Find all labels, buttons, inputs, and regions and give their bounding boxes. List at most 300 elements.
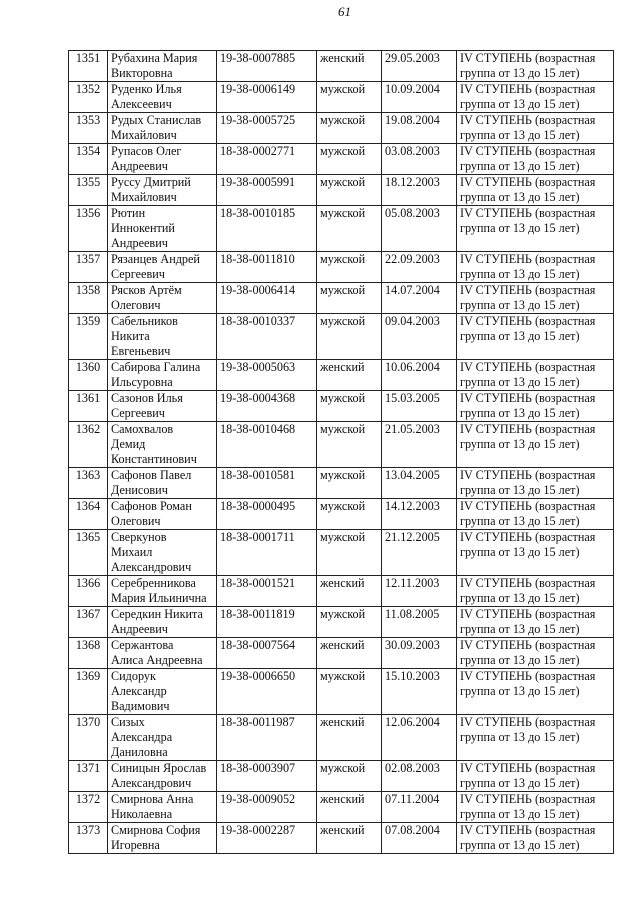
- table-row: [69, 576, 614, 607]
- level-group: IV СТУПЕНЬ (возрастная группа от 13 до 15 лет): [460, 530, 596, 559]
- uin-number: 18-38-0000495: [220, 499, 296, 513]
- row-number: 1355: [75, 175, 101, 189]
- birth-date: 13.04.2005: [385, 468, 440, 482]
- gender-cell: [317, 82, 382, 113]
- uin-cell: [217, 468, 317, 499]
- gender: мужской: [320, 206, 366, 220]
- row-number: 1363: [75, 468, 101, 482]
- gender-cell: [317, 715, 382, 761]
- row-number-cell: [69, 715, 108, 761]
- gender-cell: [317, 314, 382, 360]
- full-name-cell: [108, 51, 217, 82]
- level-cell: [457, 607, 614, 638]
- row-number-cell: [69, 638, 108, 669]
- table-row: [69, 761, 614, 792]
- table-row: [69, 792, 614, 823]
- gender: мужской: [320, 314, 366, 328]
- row-number-cell: [69, 499, 108, 530]
- full-name: Рудых Станислав Михайлович: [111, 113, 202, 142]
- birth-date-cell: [382, 113, 457, 144]
- gender-cell: [317, 391, 382, 422]
- full-name: Сафонов Роман Олегович: [111, 499, 192, 528]
- table-row: [69, 638, 614, 669]
- gender: мужской: [320, 175, 366, 189]
- level-group: IV СТУПЕНЬ (возрастная группа от 13 до 15 лет): [460, 82, 596, 111]
- uin-number: 18-38-0001521: [220, 576, 296, 590]
- birth-date: 12.06.2004: [385, 715, 440, 729]
- level-group: IV СТУПЕНЬ (возрастная группа от 13 до 15 лет): [460, 252, 596, 281]
- level-cell: [457, 823, 614, 854]
- uin-number: 18-38-0011810: [220, 252, 295, 266]
- birth-date-cell: [382, 144, 457, 175]
- table-row: [69, 82, 614, 113]
- level-cell: [457, 314, 614, 360]
- birth-date: 14.07.2004: [385, 283, 440, 297]
- table-row: [69, 252, 614, 283]
- full-name-cell: [108, 638, 217, 669]
- level-group: IV СТУПЕНЬ (возрастная группа от 13 до 15 лет): [460, 206, 596, 235]
- uin-number: 18-38-0010581: [220, 468, 296, 482]
- row-number: 1366: [75, 576, 101, 590]
- birth-date: 30.09.2003: [385, 638, 440, 652]
- level-cell: [457, 576, 614, 607]
- birth-date-cell: [382, 422, 457, 468]
- uin-number: 18-38-0002771: [220, 144, 296, 158]
- row-number-cell: [69, 761, 108, 792]
- full-name: Смирнова Анна Николаевна: [111, 792, 194, 821]
- gender-cell: [317, 823, 382, 854]
- uin-number: 19-38-0006650: [220, 669, 296, 683]
- full-name-cell: [108, 82, 217, 113]
- uin-cell: [217, 391, 317, 422]
- birth-date: 14.12.2003: [385, 499, 440, 513]
- row-number-cell: [69, 468, 108, 499]
- uin-number: 19-38-0006149: [220, 82, 296, 96]
- table-row: [69, 715, 614, 761]
- level-cell: [457, 175, 614, 206]
- full-name-cell: [108, 715, 217, 761]
- full-name-cell: [108, 499, 217, 530]
- full-name-cell: [108, 823, 217, 854]
- uin-cell: [217, 113, 317, 144]
- level-cell: [457, 252, 614, 283]
- row-number-cell: [69, 175, 108, 206]
- full-name: Руссу Дмитрий Михайлович: [111, 175, 191, 204]
- level-group: IV СТУПЕНЬ (возрастная группа от 13 до 15 лет): [460, 607, 596, 636]
- gender-cell: [317, 422, 382, 468]
- uin-cell: [217, 823, 317, 854]
- uin-number: 19-38-0002287: [220, 823, 296, 837]
- full-name-cell: [108, 144, 217, 175]
- uin-number: 19-38-0007885: [220, 51, 296, 65]
- row-number: 1367: [75, 607, 101, 621]
- level-cell: [457, 82, 614, 113]
- full-name-cell: [108, 761, 217, 792]
- gender-cell: [317, 761, 382, 792]
- row-number: 1353: [75, 113, 101, 127]
- uin-cell: [217, 82, 317, 113]
- row-number: 1372: [75, 792, 101, 806]
- row-number: 1351: [75, 51, 101, 65]
- full-name: Смирнова София Игоревна: [111, 823, 201, 852]
- full-name: Сабирова Галина Ильсуровна: [111, 360, 201, 389]
- row-number: 1356: [75, 206, 101, 220]
- gender: женский: [320, 51, 365, 65]
- birth-date-cell: [382, 761, 457, 792]
- birth-date-cell: [382, 206, 457, 252]
- uin-cell: [217, 499, 317, 530]
- level-group: IV СТУПЕНЬ (возрастная группа от 13 до 15 лет): [460, 360, 596, 389]
- row-number-cell: [69, 283, 108, 314]
- row-number: 1361: [75, 391, 101, 405]
- full-name: Сизых Александра Даниловна: [111, 715, 173, 759]
- level-group: IV СТУПЕНЬ (возрастная группа от 13 до 15 лет): [460, 314, 596, 343]
- level-cell: [457, 499, 614, 530]
- uin-cell: [217, 422, 317, 468]
- full-name: Рязанцев Андрей Сергеевич: [111, 252, 200, 281]
- uin-cell: [217, 607, 317, 638]
- uin-cell: [217, 669, 317, 715]
- row-number-cell: [69, 576, 108, 607]
- birth-date-cell: [382, 360, 457, 391]
- uin-number: 19-38-0009052: [220, 792, 296, 806]
- level-cell: [457, 51, 614, 82]
- uin-number: 18-38-0010337: [220, 314, 296, 328]
- full-name-cell: [108, 576, 217, 607]
- level-group: IV СТУПЕНЬ (возрастная группа от 13 до 15 лет): [460, 499, 596, 528]
- birth-date: 19.08.2004: [385, 113, 440, 127]
- full-name: Рясков Артём Олегович: [111, 283, 182, 312]
- full-name-cell: [108, 175, 217, 206]
- gender-cell: [317, 175, 382, 206]
- gender: женский: [320, 715, 365, 729]
- full-name: Руденко Илья Алексеевич: [111, 82, 182, 111]
- gender: мужской: [320, 669, 366, 683]
- birth-date-cell: [382, 314, 457, 360]
- full-name: Рупасов Олег Андреевич: [111, 144, 182, 173]
- birth-date: 02.08.2003: [385, 761, 440, 775]
- table-row: [69, 283, 614, 314]
- row-number: 1359: [75, 314, 101, 328]
- level-cell: [457, 761, 614, 792]
- gender-cell: [317, 360, 382, 391]
- gender: мужской: [320, 499, 366, 513]
- gender: мужской: [320, 422, 366, 436]
- uin-cell: [217, 715, 317, 761]
- gender: мужской: [320, 468, 366, 482]
- birth-date: 07.11.2004: [385, 792, 440, 806]
- gender: мужской: [320, 113, 366, 127]
- level-cell: [457, 360, 614, 391]
- gender-cell: [317, 113, 382, 144]
- uin-number: 18-38-0001711: [220, 530, 295, 544]
- row-number: 1370: [75, 715, 101, 729]
- uin-number: 19-38-0005063: [220, 360, 296, 374]
- uin-number: 19-38-0006414: [220, 283, 296, 297]
- full-name: Сверкунов Михаил Александрович: [111, 530, 192, 574]
- table-row: [69, 669, 614, 715]
- full-name: Рютин Иннокентий Андреевич: [111, 206, 175, 250]
- row-number-cell: [69, 144, 108, 175]
- birth-date: 18.12.2003: [385, 175, 440, 189]
- gender-cell: [317, 530, 382, 576]
- level-cell: [457, 468, 614, 499]
- birth-date: 10.06.2004: [385, 360, 440, 374]
- gender: мужской: [320, 144, 366, 158]
- full-name: Сазонов Илья Сергеевич: [111, 391, 183, 420]
- full-name-cell: [108, 530, 217, 576]
- uin-cell: [217, 638, 317, 669]
- level-group: IV СТУПЕНЬ (возрастная группа от 13 до 15 лет): [460, 391, 596, 420]
- full-name: Рубахина Мария Викторовна: [111, 51, 198, 80]
- full-name: Сидорук Александр Вадимович: [111, 669, 170, 713]
- gender: женский: [320, 792, 365, 806]
- page-number-mark: 61: [338, 4, 351, 19]
- full-name-cell: [108, 391, 217, 422]
- level-group: IV СТУПЕНЬ (возрастная группа от 13 до 15 лет): [460, 51, 596, 80]
- gender-cell: [317, 252, 382, 283]
- birth-date-cell: [382, 715, 457, 761]
- uin-cell: [217, 175, 317, 206]
- level-cell: [457, 206, 614, 252]
- table-row: [69, 391, 614, 422]
- birth-date: 15.03.2005: [385, 391, 440, 405]
- birth-date-cell: [382, 576, 457, 607]
- level-group: IV СТУПЕНЬ (возрастная группа от 13 до 15 лет): [460, 175, 596, 204]
- gender: женский: [320, 576, 365, 590]
- full-name-cell: [108, 360, 217, 391]
- table-row: [69, 422, 614, 468]
- uin-cell: [217, 144, 317, 175]
- level-group: IV СТУПЕНЬ (возрастная группа от 13 до 15 лет): [460, 144, 596, 173]
- uin-cell: [217, 761, 317, 792]
- full-name-cell: [108, 607, 217, 638]
- row-number-cell: [69, 113, 108, 144]
- level-group: IV СТУПЕНЬ (возрастная группа от 13 до 15 лет): [460, 715, 596, 744]
- birth-date-cell: [382, 175, 457, 206]
- uin-number: 18-38-0003907: [220, 761, 296, 775]
- level-cell: [457, 144, 614, 175]
- level-cell: [457, 530, 614, 576]
- full-name-cell: [108, 468, 217, 499]
- row-number: 1364: [75, 499, 101, 513]
- table-row: [69, 206, 614, 252]
- gender: мужской: [320, 283, 366, 297]
- row-number: 1358: [75, 283, 101, 297]
- row-number: 1371: [75, 761, 101, 775]
- uin-number: 18-38-0011987: [220, 715, 295, 729]
- row-number: 1354: [75, 144, 101, 158]
- full-name-cell: [108, 669, 217, 715]
- level-cell: [457, 391, 614, 422]
- row-number-cell: [69, 669, 108, 715]
- birth-date-cell: [382, 468, 457, 499]
- full-name-cell: [108, 792, 217, 823]
- table-row: [69, 314, 614, 360]
- level-group: IV СТУПЕНЬ (возрастная группа от 13 до 15 лет): [460, 761, 596, 790]
- level-cell: [457, 792, 614, 823]
- row-number: 1360: [75, 360, 101, 374]
- gender-cell: [317, 638, 382, 669]
- level-group: IV СТУПЕНЬ (возрастная группа от 13 до 15 лет): [460, 422, 596, 451]
- row-number-cell: [69, 391, 108, 422]
- birth-date: 05.08.2003: [385, 206, 440, 220]
- uin-number: 18-38-0010185: [220, 206, 296, 220]
- table-row: [69, 51, 614, 82]
- uin-number: 18-38-0010468: [220, 422, 296, 436]
- birth-date: 11.08.2005: [385, 607, 440, 621]
- uin-number: 19-38-0005991: [220, 175, 296, 189]
- birth-date: 22.09.2003: [385, 252, 440, 266]
- gender: женский: [320, 638, 365, 652]
- row-number-cell: [69, 360, 108, 391]
- uin-cell: [217, 576, 317, 607]
- gender-cell: [317, 792, 382, 823]
- birth-date: 10.09.2004: [385, 82, 440, 96]
- uin-cell: [217, 51, 317, 82]
- full-name-cell: [108, 422, 217, 468]
- full-name: Сафонов Павел Денисович: [111, 468, 192, 497]
- level-cell: [457, 715, 614, 761]
- birth-date: 29.05.2003: [385, 51, 440, 65]
- level-group: IV СТУПЕНЬ (возрастная группа от 13 до 15 лет): [460, 468, 596, 497]
- full-name: Середкин Никита Андреевич: [111, 607, 203, 636]
- level-group: IV СТУПЕНЬ (возрастная группа от 13 до 15 лет): [460, 823, 596, 852]
- row-number-cell: [69, 314, 108, 360]
- birth-date-cell: [382, 499, 457, 530]
- table-row: [69, 530, 614, 576]
- birth-date: 07.08.2004: [385, 823, 440, 837]
- uin-number: 18-38-0011819: [220, 607, 295, 621]
- full-name-cell: [108, 113, 217, 144]
- level-group: IV СТУПЕНЬ (возрастная группа от 13 до 15 лет): [460, 638, 596, 667]
- table-row: [69, 499, 614, 530]
- row-number: 1368: [75, 638, 101, 652]
- table-row: [69, 607, 614, 638]
- gender-cell: [317, 607, 382, 638]
- table-row: [69, 468, 614, 499]
- birth-date-cell: [382, 391, 457, 422]
- row-number-cell: [69, 792, 108, 823]
- gender: мужской: [320, 761, 366, 775]
- level-cell: [457, 669, 614, 715]
- full-name-cell: [108, 283, 217, 314]
- table-row: [69, 360, 614, 391]
- gender-cell: [317, 206, 382, 252]
- uin-cell: [217, 360, 317, 391]
- birth-date-cell: [382, 638, 457, 669]
- full-name: Синицын Ярослав Александрович: [111, 761, 207, 790]
- uin-cell: [217, 530, 317, 576]
- uin-cell: [217, 283, 317, 314]
- level-group: IV СТУПЕНЬ (возрастная группа от 13 до 15 лет): [460, 669, 596, 698]
- birth-date-cell: [382, 283, 457, 314]
- row-number: 1365: [75, 530, 101, 544]
- row-number-cell: [69, 422, 108, 468]
- birth-date-cell: [382, 823, 457, 854]
- row-number-cell: [69, 206, 108, 252]
- gender: женский: [320, 360, 365, 374]
- level-cell: [457, 422, 614, 468]
- row-number-cell: [69, 51, 108, 82]
- uin-cell: [217, 792, 317, 823]
- uin-number: 19-38-0004368: [220, 391, 296, 405]
- uin-cell: [217, 314, 317, 360]
- gender-cell: [317, 468, 382, 499]
- row-number-cell: [69, 607, 108, 638]
- gender-cell: [317, 51, 382, 82]
- level-group: IV СТУПЕНЬ (возрастная группа от 13 до 15 лет): [460, 792, 596, 821]
- uin-cell: [217, 206, 317, 252]
- full-name-cell: [108, 314, 217, 360]
- row-number-cell: [69, 823, 108, 854]
- level-group: IV СТУПЕНЬ (возрастная группа от 13 до 15 лет): [460, 283, 596, 312]
- birth-date-cell: [382, 82, 457, 113]
- row-number: 1373: [75, 823, 101, 837]
- birth-date-cell: [382, 530, 457, 576]
- gender-cell: [317, 499, 382, 530]
- gender: мужской: [320, 252, 366, 266]
- birth-date: 21.05.2003: [385, 422, 440, 436]
- birth-date: 15.10.2003: [385, 669, 440, 683]
- row-number-cell: [69, 82, 108, 113]
- level-cell: [457, 283, 614, 314]
- gender-cell: [317, 576, 382, 607]
- row-number-cell: [69, 252, 108, 283]
- full-name: Сержантова Алиса Андреевна: [111, 638, 203, 667]
- row-number: 1369: [75, 669, 101, 683]
- gender-cell: [317, 669, 382, 715]
- table-row: [69, 175, 614, 206]
- row-number: 1362: [75, 422, 101, 436]
- level-cell: [457, 113, 614, 144]
- uin-cell: [217, 252, 317, 283]
- level-group: IV СТУПЕНЬ (возрастная группа от 13 до 15 лет): [460, 113, 596, 142]
- full-name-cell: [108, 252, 217, 283]
- row-number: 1352: [75, 82, 101, 96]
- uin-number: 19-38-0005725: [220, 113, 296, 127]
- gender-cell: [317, 144, 382, 175]
- birth-date: 21.12.2005: [385, 530, 440, 544]
- gender: мужской: [320, 391, 366, 405]
- gender: мужской: [320, 607, 366, 621]
- gender: мужской: [320, 82, 366, 96]
- table-row: [69, 144, 614, 175]
- gender: мужской: [320, 530, 366, 544]
- birth-date-cell: [382, 607, 457, 638]
- level-cell: [457, 638, 614, 669]
- birth-date: 12.11.2003: [385, 576, 440, 590]
- level-group: IV СТУПЕНЬ (возрастная группа от 13 до 15 лет): [460, 576, 596, 605]
- birth-date-cell: [382, 51, 457, 82]
- birth-date-cell: [382, 252, 457, 283]
- full-name: Самохвалов Демид Константинович: [111, 422, 197, 466]
- participants-table: [68, 50, 614, 854]
- full-name: Сабельников Никита Евгеньевич: [111, 314, 178, 358]
- full-name: Серебренникова Мария Ильинична: [111, 576, 207, 605]
- participants-table-body: [69, 51, 614, 854]
- full-name-cell: [108, 206, 217, 252]
- table-row: [69, 113, 614, 144]
- gender-cell: [317, 283, 382, 314]
- uin-number: 18-38-0007564: [220, 638, 296, 652]
- table-row: [69, 823, 614, 854]
- birth-date-cell: [382, 792, 457, 823]
- birth-date: 09.04.2003: [385, 314, 440, 328]
- row-number: 1357: [75, 252, 101, 266]
- row-number-cell: [69, 530, 108, 576]
- birth-date-cell: [382, 669, 457, 715]
